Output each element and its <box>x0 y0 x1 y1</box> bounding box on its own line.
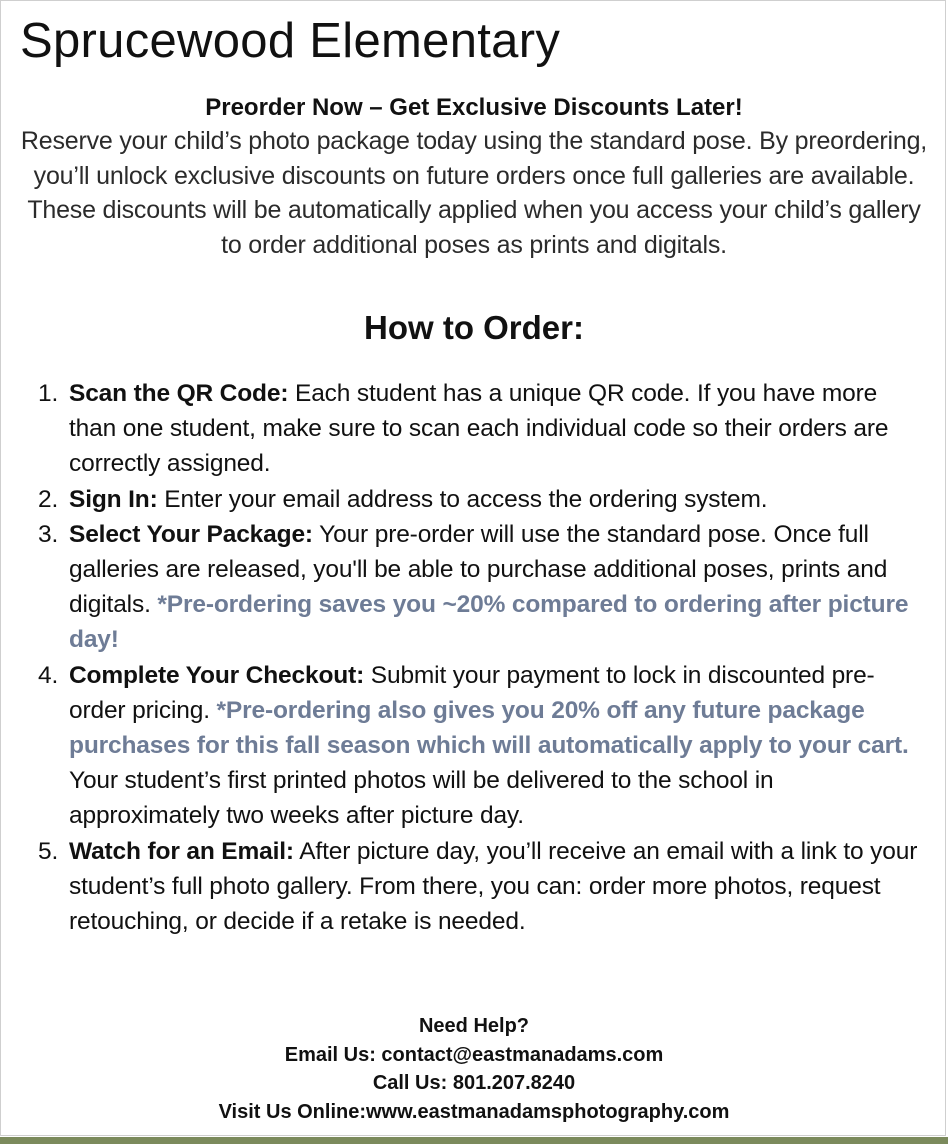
step-label: Sign In: <box>69 485 158 513</box>
intro-heading: Preorder Now – Get Exclusive Discounts Later! <box>205 94 743 121</box>
step-item <box>0 834 948 940</box>
intro-body: Reserve your child’s photo package today using the standard pose. By preordering, you’ll unlock exclusive discounts on future orders once full galleries are available. These discounts will be automatically applied when you access your child’s gallery to order additional poses as prints and digitals. <box>20 127 928 259</box>
step-label: Scan the QR Code: <box>69 380 289 407</box>
step-item <box>0 517 948 658</box>
help-email: Email Us: contact@eastmanadams.com <box>284 1043 664 1066</box>
step-item <box>0 376 948 482</box>
help-section <box>0 1012 948 1126</box>
step-text: Each student has a unique QR code. If you have more than one student, make sure to scan each individual code so their orders are correctly assigned. <box>69 380 889 478</box>
step-number: 3. <box>38 520 59 548</box>
intro-section <box>20 92 928 262</box>
step-highlight: *Pre-ordering also gives you 20% off any future package purchases for this fall season which will automatically apply to your cart. <box>69 696 909 760</box>
how-to-order-heading: How to Order: <box>364 309 584 346</box>
help-title: Need Help? <box>418 1015 530 1037</box>
step-item <box>0 658 948 834</box>
step-label: Select Your Package: <box>69 520 313 548</box>
step-text: Your pre-order will use the standard pose. Once full galleries are released, you'll be able to purchase additional poses, prints and digitals. <box>69 520 888 619</box>
step-text-after: Your student’s first printed photos will be delivered to the school in approximately two weeks after picture day. <box>69 767 774 830</box>
bottom-accent-bar <box>0 1137 948 1144</box>
step-text: Submit your payment to lock in discounted pre-order pricing. <box>69 661 875 724</box>
step-text: After picture day, you’ll receive an email with a link to your student’s full photo gallery. From there, you can: order more photos, request retouching, or decide if a retake is needed. <box>69 837 918 936</box>
order-steps-list <box>0 376 948 939</box>
step-item <box>0 482 948 517</box>
step-number: 1. <box>38 380 59 407</box>
step-label: Watch for an Email: <box>69 837 294 865</box>
school-name: Sprucewood Elementary <box>20 14 561 68</box>
step-number: 4. <box>38 661 59 689</box>
help-phone: Call Us: 801.207.8240 <box>372 1072 576 1094</box>
step-label: Complete Your Checkout: <box>69 661 365 689</box>
step-text: Enter your email address to access the ordering system. <box>157 485 768 513</box>
step-highlight: *Pre-ordering saves you ~20% compared to ordering after picture day! <box>69 591 909 654</box>
step-number: 5. <box>38 837 59 865</box>
help-website: Visit Us Online:www.eastmanadamsphotography.com <box>218 1100 730 1123</box>
step-number: 2. <box>38 485 59 513</box>
